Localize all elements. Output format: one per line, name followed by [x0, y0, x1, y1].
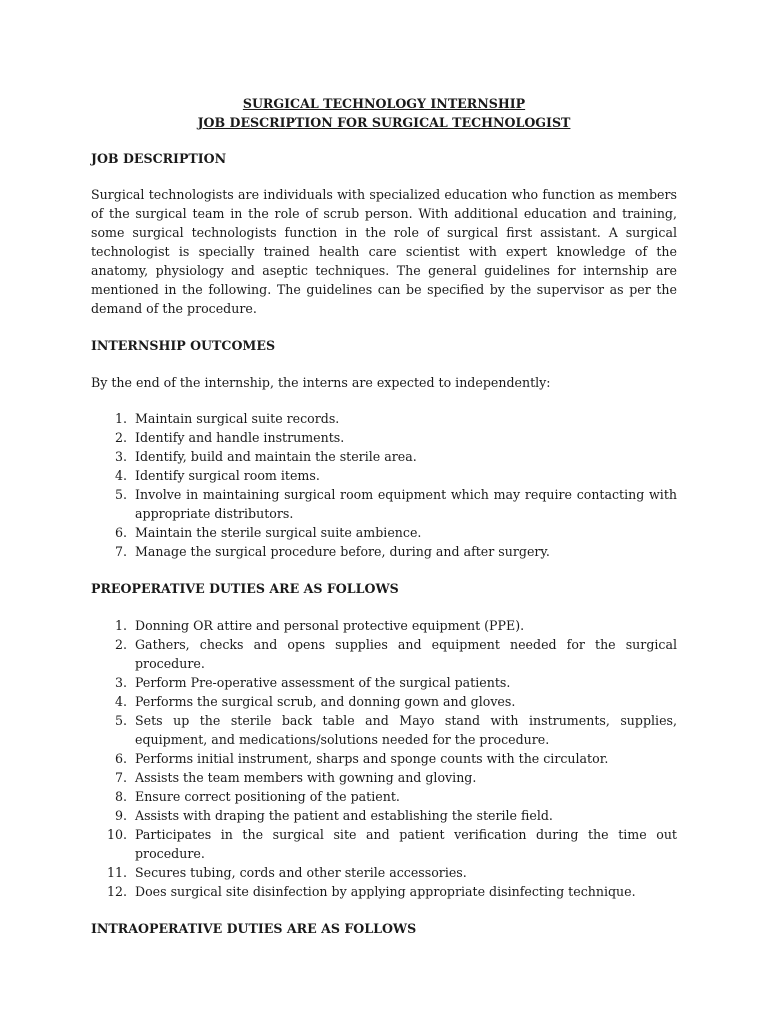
document-title-line-2: JOB DESCRIPTION FOR SURGICAL TECHNOLOGIST [197, 115, 571, 130]
list-item [91, 409, 677, 428]
list-item-text: Donning OR attire and personal protective equipment (PPE). [135, 618, 525, 633]
list-item-text: Assists the team members with gowning and gloving. [135, 770, 477, 785]
list-item-text: Secures tubing, cords and other sterile accessories. [135, 865, 467, 880]
list-item-text: Assists with draping the patient and establishing the sterile field. [135, 808, 553, 823]
list-item-number: 4. [114, 468, 127, 483]
job-description-heading: JOB DESCRIPTION [91, 151, 227, 166]
list-item-number: 7. [114, 544, 127, 559]
list-item-text: Manage the surgical procedure before, during and after surgery. [135, 544, 550, 559]
list-item-text: Performs the surgical scrub, and donning gown and gloves. [135, 694, 516, 709]
list-item [91, 711, 677, 749]
list-item-number: 2. [114, 637, 127, 652]
list-item-text: Identify, build and maintain the sterile area. [135, 449, 417, 464]
internship-outcomes-heading: INTERNSHIP OUTCOMES [91, 338, 276, 353]
document-title-line-1: SURGICAL TECHNOLOGY INTERNSHIP [242, 96, 526, 111]
list-item [91, 635, 677, 673]
list-item [91, 692, 677, 711]
list-item-text: Perform Pre-operative assessment of the surgical patients. [135, 675, 511, 690]
list-item-number: 8. [114, 789, 127, 804]
document-page [91, 94, 677, 938]
intraoperative-duties-heading: INTRAOPERATIVE DUTIES ARE AS FOLLOWS [91, 921, 417, 936]
list-item-number: 1. [114, 618, 127, 633]
list-item [91, 466, 677, 485]
list-item [91, 768, 677, 787]
internship-outcomes-list [91, 409, 677, 561]
list-item [91, 787, 677, 806]
list-item-text: Maintain the sterile surgical suite ambience. [135, 525, 422, 540]
list-item-number: 3. [114, 449, 127, 464]
list-item-number: 11. [106, 865, 127, 880]
list-item-number: 12. [106, 884, 127, 899]
list-item [91, 673, 677, 692]
list-item-number: 6. [114, 525, 127, 540]
list-item-text: Does surgical site disinfection by applying appropriate disinfecting technique. [135, 884, 636, 899]
list-item-text: Ensure correct positioning of the patient. [135, 789, 400, 804]
list-item [91, 616, 677, 635]
list-item [91, 882, 677, 901]
list-item-text: Involve in maintaining surgical room equipment which may require contacting with appropriate distributors. [135, 487, 677, 521]
list-item-number: 4. [114, 694, 127, 709]
list-item [91, 447, 677, 466]
list-item-number: 10. [106, 827, 127, 842]
list-item-text: Sets up the sterile back table and Mayo stand with instruments, supplies, equipment, and medications/solutions needed for the procedure. [135, 713, 677, 747]
list-item-text: Maintain surgical suite records. [135, 411, 340, 426]
list-item-text: Participates in the surgical site and patient verification during the time out procedure. [135, 827, 677, 861]
list-item-number: 5. [114, 713, 127, 728]
list-item [91, 806, 677, 825]
list-item-number: 2. [114, 430, 127, 445]
preoperative-duties-heading: PREOPERATIVE DUTIES ARE AS FOLLOWS [91, 581, 399, 596]
list-item [91, 428, 677, 447]
list-item [91, 542, 677, 561]
list-item-text: Identify and handle instruments. [135, 430, 345, 445]
list-item-text: Identify surgical room items. [135, 468, 320, 483]
list-item [91, 523, 677, 542]
list-item-text: Performs initial instrument, sharps and sponge counts with the circulator. [135, 751, 609, 766]
list-item-text: Gathers, checks and opens supplies and equipment needed for the surgical procedure. [135, 637, 677, 671]
internship-outcomes-intro: By the end of the internship, the interns are expected to independently: [91, 375, 551, 390]
list-item [91, 863, 677, 882]
list-item [91, 485, 677, 523]
list-item [91, 749, 677, 768]
job-description-paragraph: Surgical technologists are individuals with specialized education who function as members of the surgical team in the role of scrub person. With additional education and training, some surgical technologists function in the role of surgical first assistant. A surgical technologist is specially trained health care scientist with expert knowledge of the anatomy, physiology and aseptic techniques. The general guidelines for internship are mentioned in the following. The guidelines can be specified by the supervisor as per the demand of the procedure. [91, 187, 677, 316]
list-item-number: 5. [114, 487, 127, 502]
list-item-number: 7. [114, 770, 127, 785]
preoperative-duties-list [91, 616, 677, 901]
list-item [91, 825, 677, 863]
list-item-number: 3. [114, 675, 127, 690]
list-item-number: 9. [114, 808, 127, 823]
list-item-number: 1. [114, 411, 127, 426]
list-item-number: 6. [114, 751, 127, 766]
